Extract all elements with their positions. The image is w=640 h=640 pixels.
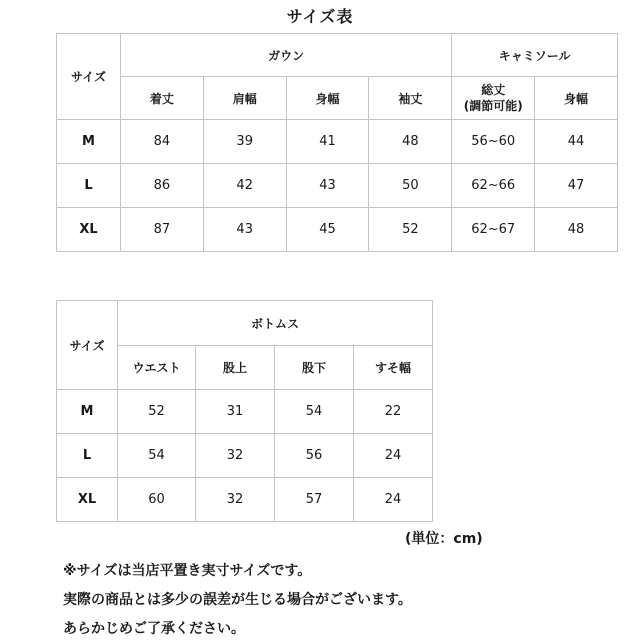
- value-cell: 43: [203, 208, 286, 252]
- value-cell: 56~60: [452, 120, 535, 164]
- table-row: [57, 478, 433, 522]
- gown-camisole-size-table: [56, 33, 618, 252]
- value-cell: 60: [118, 478, 196, 522]
- column-header-waist: ウエスト: [118, 346, 196, 390]
- value-cell: 86: [120, 164, 203, 208]
- adjustable-note: (調節可能): [463, 99, 523, 113]
- value-cell: 42: [203, 164, 286, 208]
- gown-group-header: ガウン: [120, 34, 451, 77]
- value-cell: 87: [120, 208, 203, 252]
- column-header-inseam: 股下: [275, 346, 354, 390]
- table-row: [57, 390, 433, 434]
- value-cell: 47: [535, 164, 618, 208]
- column-header-sleeve: 袖丈: [369, 77, 452, 120]
- value-cell: 41: [286, 120, 369, 164]
- value-cell: 57: [275, 478, 354, 522]
- column-header-total-length: [452, 77, 535, 120]
- note-line: あらかじめご了承ください。: [63, 621, 245, 637]
- camisole-group-header: キャミソール: [452, 34, 618, 77]
- note-line: 実際の商品とは多少の誤差が生じる場合がございます。: [63, 592, 412, 608]
- column-header-rise: 股上: [196, 346, 275, 390]
- table-row: [57, 164, 618, 208]
- value-cell: 50: [369, 164, 452, 208]
- value-cell: 32: [196, 478, 275, 522]
- column-header-shoulder: 肩幅: [203, 77, 286, 120]
- size-cell: L: [57, 164, 121, 208]
- size-header: サイズ: [57, 34, 121, 120]
- value-cell: 54: [118, 434, 196, 478]
- value-cell: 62~66: [452, 164, 535, 208]
- value-cell: 32: [196, 434, 275, 478]
- value-cell: 22: [354, 390, 433, 434]
- value-cell: 48: [369, 120, 452, 164]
- value-cell: 31: [196, 390, 275, 434]
- value-cell: 84: [120, 120, 203, 164]
- value-cell: 44: [535, 120, 618, 164]
- bottoms-group-header: ボトムス: [118, 301, 433, 346]
- table-row: [57, 434, 433, 478]
- table-row: [57, 208, 618, 252]
- note-line: ※サイズは当店平置き実寸サイズです。: [63, 563, 312, 579]
- unit-label: (単位：cm): [405, 531, 483, 547]
- column-header-hem-width: すそ幅: [354, 346, 433, 390]
- value-cell: 52: [369, 208, 452, 252]
- value-cell: 54: [275, 390, 354, 434]
- table-row: [57, 120, 618, 164]
- size-header: サイズ: [57, 301, 118, 390]
- column-header-chest: 身幅: [286, 77, 369, 120]
- size-chart-title: サイズ表: [286, 7, 354, 26]
- size-cell: XL: [57, 478, 118, 522]
- size-cell: M: [57, 120, 121, 164]
- value-cell: 24: [354, 434, 433, 478]
- size-cell: XL: [57, 208, 121, 252]
- value-cell: 43: [286, 164, 369, 208]
- bottoms-size-table: [56, 300, 433, 522]
- value-cell: 45: [286, 208, 369, 252]
- value-cell: 24: [354, 478, 433, 522]
- column-header-length: 着丈: [120, 77, 203, 120]
- value-cell: 56: [275, 434, 354, 478]
- size-cell: L: [57, 434, 118, 478]
- value-cell: 39: [203, 120, 286, 164]
- value-cell: 48: [535, 208, 618, 252]
- value-cell: 52: [118, 390, 196, 434]
- value-cell: 62~67: [452, 208, 535, 252]
- column-header-camisole-chest: 身幅: [535, 77, 618, 120]
- size-cell: M: [57, 390, 118, 434]
- total-length-label: 総丈: [481, 83, 506, 97]
